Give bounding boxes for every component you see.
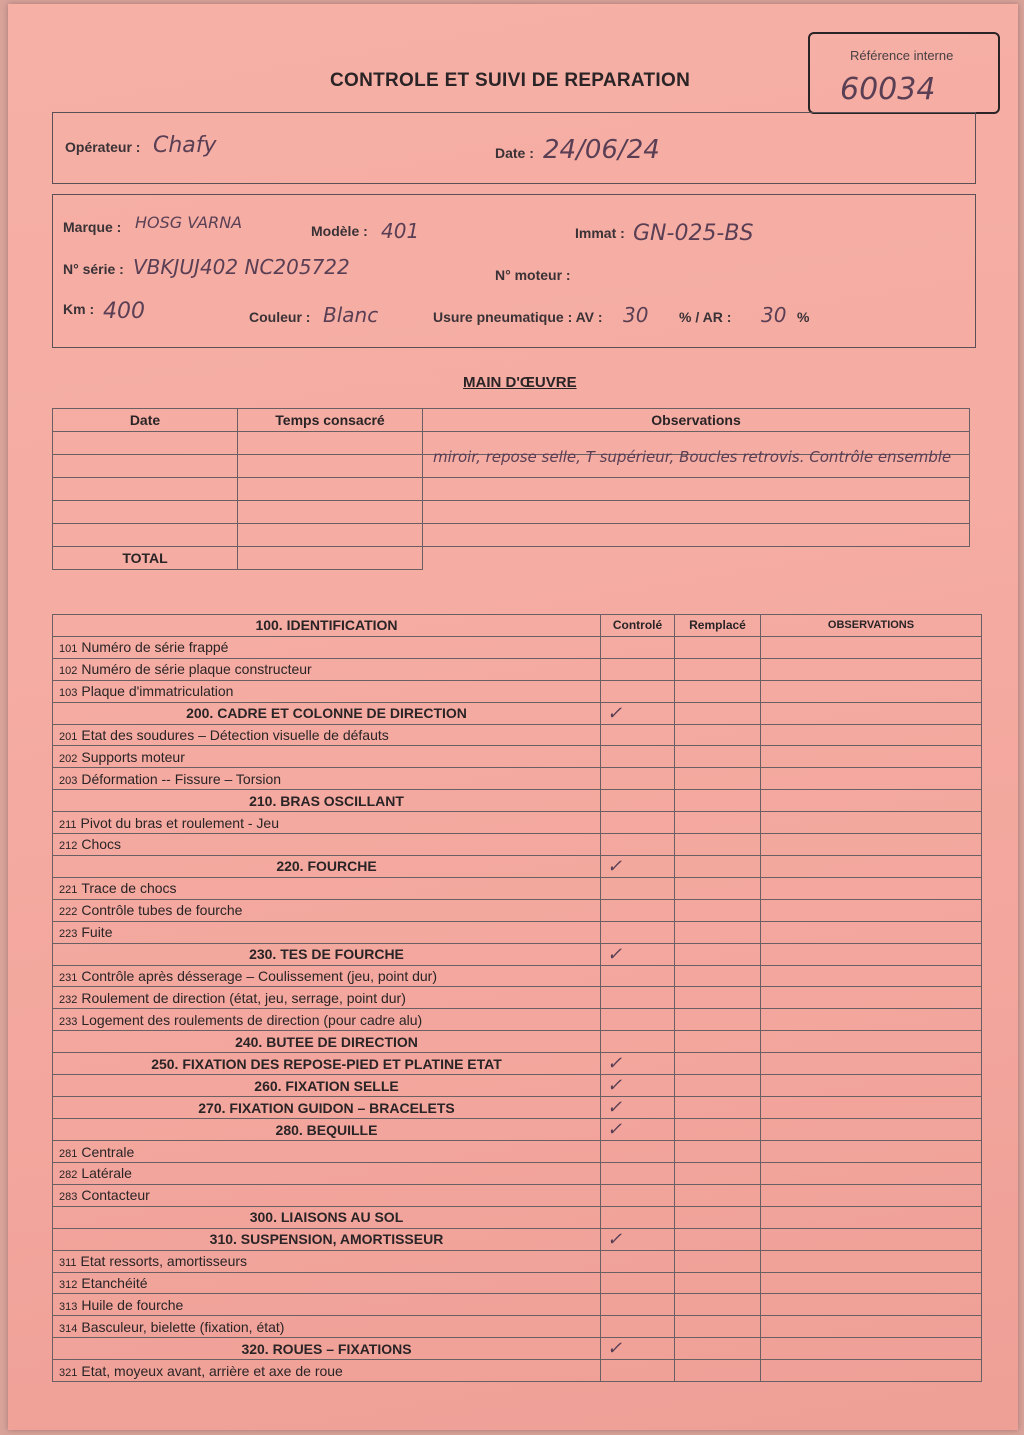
observation-cell[interactable]	[761, 1163, 982, 1185]
item-row	[53, 658, 982, 680]
item-row	[53, 812, 982, 834]
item-text: Supports moteur	[81, 748, 185, 765]
controle-checkbox[interactable]: ✓	[601, 943, 675, 965]
mo-cell[interactable]	[423, 478, 970, 501]
item-row	[53, 768, 982, 790]
immat-label: Immat :	[575, 225, 625, 241]
item-code: 211	[59, 818, 77, 831]
item-row	[53, 1009, 982, 1031]
observation-cell[interactable]	[761, 877, 982, 899]
controle-checkbox[interactable]	[601, 1316, 675, 1338]
observation-cell[interactable]	[761, 1119, 982, 1141]
observation-cell[interactable]	[761, 1272, 982, 1294]
item-text: Contacteur	[81, 1187, 150, 1204]
item-text: Déformation -- Fissure – Torsion	[81, 770, 282, 787]
observation-cell[interactable]	[761, 1206, 982, 1228]
col-observations: OBSERVATIONS	[761, 615, 982, 637]
total-cell[interactable]	[238, 547, 423, 570]
item-text: Pivot du bras et roulement - Jeu	[80, 814, 279, 831]
item-label	[53, 921, 601, 943]
controle-checkbox[interactable]	[601, 921, 675, 943]
moteur-label: N° moteur :	[495, 267, 571, 283]
remplace-checkbox[interactable]	[675, 1031, 761, 1053]
controle-checkbox[interactable]	[601, 899, 675, 921]
item-text: Trace de chocs	[81, 880, 177, 897]
remplace-checkbox[interactable]	[675, 768, 761, 790]
observation-cell[interactable]	[761, 1097, 982, 1119]
item-code: 103	[59, 687, 78, 700]
controle-checkbox[interactable]	[601, 1272, 675, 1294]
remplace-checkbox[interactable]	[675, 812, 761, 834]
remplace-checkbox[interactable]	[675, 1272, 761, 1294]
controle-checkbox[interactable]: ✓	[601, 1053, 675, 1075]
section-title: 270. FIXATION GUIDON – BRACELETS	[53, 1097, 601, 1119]
item-label	[53, 658, 601, 680]
observation-cell[interactable]	[761, 1360, 982, 1382]
mo-cell[interactable]	[238, 501, 423, 524]
section-title: 220. FOURCHE	[53, 855, 601, 877]
remplace-checkbox[interactable]	[675, 987, 761, 1009]
item-text: Centrale	[81, 1143, 135, 1160]
item-text: Latérale	[81, 1165, 132, 1182]
section-row	[53, 1097, 982, 1119]
controle-checkbox[interactable]	[601, 1141, 675, 1163]
observation-cell[interactable]	[761, 658, 982, 680]
observation-cell[interactable]	[761, 1228, 982, 1250]
observation-cell[interactable]	[761, 899, 982, 921]
item-label	[53, 1272, 601, 1294]
col-remplace: Remplacé	[675, 615, 761, 637]
item-label	[53, 680, 601, 702]
observation-cell[interactable]	[761, 1338, 982, 1360]
item-text: Chocs	[81, 836, 122, 853]
section-title: 250. FIXATION DES REPOSE-PIED ET PLATINE ETAT	[53, 1053, 601, 1075]
remplace-checkbox[interactable]	[675, 680, 761, 702]
controle-checkbox[interactable]	[601, 1184, 675, 1206]
observation-cell[interactable]	[761, 790, 982, 812]
section-title: 280. BEQUILLE	[53, 1119, 601, 1141]
section-row	[53, 1338, 982, 1360]
observation-cell[interactable]	[761, 1250, 982, 1272]
checklist-table	[52, 614, 982, 1382]
remplace-checkbox[interactable]	[675, 943, 761, 965]
controle-checkbox[interactable]	[601, 636, 675, 658]
observation-cell[interactable]	[761, 855, 982, 877]
item-text: Huile de fourche	[81, 1296, 184, 1313]
item-label	[53, 1009, 601, 1031]
section-row	[53, 790, 982, 812]
section-row	[53, 855, 982, 877]
item-row	[53, 636, 982, 658]
item-label	[53, 834, 601, 856]
observation-cell[interactable]	[761, 1141, 982, 1163]
km-value: 400	[103, 299, 145, 324]
section-row	[53, 1053, 982, 1075]
observation-cell[interactable]	[761, 680, 982, 702]
remplace-checkbox[interactable]	[675, 1075, 761, 1097]
controle-checkbox[interactable]: ✓	[601, 702, 675, 724]
controle-checkbox[interactable]	[601, 658, 675, 680]
section-row	[53, 702, 982, 724]
remplace-checkbox[interactable]	[675, 1360, 761, 1382]
item-code: 231	[59, 972, 78, 985]
controle-checkbox[interactable]	[601, 1009, 675, 1031]
main-oeuvre-title: MAIN D'ŒUVRE	[463, 374, 577, 391]
controle-checkbox[interactable]: ✓	[601, 855, 675, 877]
controle-checkbox[interactable]: ✓	[601, 1338, 675, 1360]
col-date: Date	[53, 409, 238, 432]
remplace-checkbox[interactable]	[675, 1316, 761, 1338]
mo-cell[interactable]	[53, 501, 238, 524]
section-title: 200. CADRE ET COLONNE DE DIRECTION	[53, 702, 601, 724]
operator-value: Chafy	[153, 133, 217, 158]
section-row	[53, 1206, 982, 1228]
controle-checkbox[interactable]: ✓	[601, 1097, 675, 1119]
item-label	[53, 965, 601, 987]
item-code: 203	[59, 774, 78, 787]
controle-checkbox[interactable]	[601, 768, 675, 790]
serie-value: VBKJUJ402 NC205722	[133, 255, 350, 279]
remplace-checkbox[interactable]	[675, 658, 761, 680]
controle-checkbox[interactable]	[601, 1206, 675, 1228]
item-row	[53, 834, 982, 856]
remplace-checkbox[interactable]	[675, 1097, 761, 1119]
section-row	[53, 1119, 982, 1141]
remplace-checkbox[interactable]	[675, 899, 761, 921]
item-text: Etat ressorts, amortisseurs	[80, 1253, 248, 1270]
item-text: Contrôle tubes de fourche	[81, 902, 243, 919]
observation-cell[interactable]	[761, 1184, 982, 1206]
vehicle-box	[52, 194, 976, 348]
date-label: Date :	[495, 145, 534, 161]
controle-checkbox[interactable]: ✓	[601, 1075, 675, 1097]
observation-cell[interactable]	[761, 1294, 982, 1316]
item-code: 232	[59, 993, 78, 1006]
observation-cell[interactable]	[761, 1009, 982, 1031]
controle-checkbox[interactable]	[601, 965, 675, 987]
observation-cell[interactable]	[761, 921, 982, 943]
observation-cell[interactable]	[761, 1075, 982, 1097]
controle-checkbox[interactable]	[601, 1250, 675, 1272]
operator-box	[52, 112, 976, 184]
remplace-checkbox[interactable]	[675, 1184, 761, 1206]
item-code: 201	[59, 731, 78, 743]
item-label	[53, 1163, 601, 1185]
reference-value: 60034	[840, 72, 936, 107]
main-oeuvre-table	[52, 408, 970, 570]
remplace-checkbox[interactable]	[675, 1338, 761, 1360]
item-code: 202	[59, 752, 78, 765]
section-title: 300. LIAISONS AU SOL	[53, 1206, 601, 1228]
mo-cell[interactable]	[238, 524, 423, 547]
item-row	[53, 1141, 982, 1163]
observation-cell[interactable]	[761, 746, 982, 768]
item-label	[53, 1141, 601, 1163]
item-text: Numéro de série frappé	[81, 639, 229, 656]
item-text: Contrôle après désserage – Coulissement (jeu, point dur)	[81, 968, 437, 985]
col-observations: Observations	[423, 409, 970, 432]
controle-checkbox[interactable]	[601, 1360, 675, 1382]
immat-value: GN-025-BS	[633, 221, 754, 246]
usure-label: Usure pneumatique : AV :	[433, 309, 603, 325]
item-text: Plaque d'immatriculation	[81, 683, 234, 700]
section-title: 210. BRAS OSCILLANT	[53, 790, 601, 812]
section-title: 310. SUSPENSION, AMORTISSEUR	[53, 1228, 601, 1250]
item-code: 313	[59, 1300, 78, 1313]
item-row	[53, 1316, 982, 1338]
item-row	[53, 987, 982, 1009]
controle-checkbox[interactable]	[601, 680, 675, 702]
item-code: 321	[59, 1366, 78, 1379]
remplace-checkbox[interactable]	[675, 746, 761, 768]
remplace-checkbox[interactable]	[675, 1009, 761, 1031]
date-value: 24/06/24	[543, 135, 660, 165]
item-row	[53, 899, 982, 921]
item-code: 311	[59, 1257, 77, 1270]
remplace-checkbox[interactable]	[675, 1141, 761, 1163]
item-label	[53, 877, 601, 899]
item-code: 282	[59, 1169, 78, 1182]
remplace-checkbox[interactable]	[675, 1053, 761, 1075]
item-row	[53, 877, 982, 899]
item-row	[53, 724, 982, 746]
mo-cell[interactable]	[238, 432, 423, 455]
item-label	[53, 1250, 601, 1272]
section-row	[53, 1075, 982, 1097]
item-code: 281	[59, 1147, 78, 1160]
section-row	[53, 615, 982, 637]
item-row	[53, 965, 982, 987]
item-text: Etat des soudures – Détection visuelle de défauts	[81, 727, 389, 743]
couleur-value: Blanc	[323, 303, 379, 327]
usure-percent: %	[797, 309, 810, 325]
controle-checkbox[interactable]	[601, 746, 675, 768]
form-title: CONTROLE ET SUIVI DE REPARATION	[330, 70, 691, 91]
controle-checkbox[interactable]	[601, 1031, 675, 1053]
modele-value: 401	[381, 219, 420, 243]
observation-cell[interactable]	[761, 812, 982, 834]
observation-cell[interactable]	[761, 768, 982, 790]
item-label	[53, 1360, 601, 1382]
observation-cell[interactable]	[761, 965, 982, 987]
item-text: Roulement de direction (état, jeu, serrage, point dur)	[81, 989, 406, 1006]
marque-label: Marque :	[63, 219, 122, 235]
item-label	[53, 987, 601, 1009]
remplace-checkbox[interactable]	[675, 965, 761, 987]
item-row	[53, 1272, 982, 1294]
remplace-checkbox[interactable]	[675, 1294, 761, 1316]
reference-box	[808, 32, 1000, 114]
item-row	[53, 1360, 982, 1382]
item-row	[53, 1184, 982, 1206]
mo-cell[interactable]	[53, 455, 238, 478]
reference-label: Référence interne	[850, 48, 954, 63]
usure-av-value: 30	[623, 303, 649, 327]
mo-cell[interactable]	[53, 478, 238, 501]
mo-cell[interactable]	[53, 432, 238, 455]
item-code: 101	[59, 643, 78, 656]
observation-cell[interactable]	[761, 834, 982, 856]
section-row	[53, 1228, 982, 1250]
observation-cell[interactable]	[761, 1031, 982, 1053]
observation-cell[interactable]	[761, 1053, 982, 1075]
couleur-label: Couleur :	[249, 309, 311, 325]
remplace-checkbox[interactable]	[675, 855, 761, 877]
controle-checkbox[interactable]	[601, 987, 675, 1009]
section-title: 240. BUTEE DE DIRECTION	[53, 1031, 601, 1053]
controle-checkbox[interactable]	[601, 790, 675, 812]
modele-label: Modèle :	[311, 223, 368, 239]
item-row	[53, 921, 982, 943]
item-label	[53, 812, 601, 834]
item-code: 221	[59, 884, 78, 897]
item-row	[53, 1163, 982, 1185]
operator-label: Opérateur :	[65, 139, 141, 155]
item-code: 102	[59, 665, 78, 678]
remplace-checkbox[interactable]	[675, 790, 761, 812]
marque-value: HOSG VARNA	[135, 213, 243, 232]
usure-separator: % / AR :	[679, 309, 732, 325]
item-text: Etanchéité	[81, 1275, 148, 1292]
observation-cell[interactable]	[761, 702, 982, 724]
observation-cell[interactable]	[761, 1316, 982, 1338]
section-title: 230. TES DE FOURCHE	[53, 943, 601, 965]
item-text: Etat, moyeux avant, arrière et axe de roue	[81, 1362, 343, 1379]
section-title: 260. FIXATION SELLE	[53, 1075, 601, 1097]
remplace-checkbox[interactable]	[675, 636, 761, 658]
item-label	[53, 1316, 601, 1338]
remplace-checkbox[interactable]	[675, 724, 761, 746]
section-title: 100. IDENTIFICATION	[53, 615, 601, 637]
item-code: 233	[59, 1015, 78, 1028]
item-text: Fuite	[81, 924, 113, 941]
item-text: Basculeur, bielette (fixation, état)	[81, 1318, 285, 1335]
item-code: 312	[59, 1279, 78, 1292]
remplace-checkbox[interactable]	[675, 921, 761, 943]
item-code: 283	[59, 1191, 78, 1204]
observations-handwriting: miroir, repose selle, T supérieur, Boucles retrovis. Contrôle ensemble	[433, 448, 952, 466]
form-sheet	[8, 4, 1018, 1430]
remplace-checkbox[interactable]	[675, 1228, 761, 1250]
item-text: Numéro de série plaque constructeur	[81, 661, 312, 678]
km-label: Km :	[63, 301, 95, 317]
item-label	[53, 636, 601, 658]
section-row	[53, 1031, 982, 1053]
item-label	[53, 724, 601, 746]
mo-cell[interactable]	[53, 524, 238, 547]
item-row	[53, 746, 982, 768]
controle-checkbox[interactable]	[601, 724, 675, 746]
item-row	[53, 1250, 982, 1272]
observation-cell[interactable]	[761, 943, 982, 965]
item-code: 314	[59, 1322, 78, 1335]
usure-ar-value: 30	[761, 303, 787, 327]
observation-cell[interactable]	[761, 636, 982, 658]
controle-checkbox[interactable]: ✓	[601, 1228, 675, 1250]
controle-checkbox[interactable]	[601, 877, 675, 899]
controle-checkbox[interactable]	[601, 812, 675, 834]
remplace-checkbox[interactable]	[675, 1206, 761, 1228]
remplace-checkbox[interactable]	[675, 1119, 761, 1141]
item-row	[53, 1294, 982, 1316]
observation-cell[interactable]	[761, 987, 982, 1009]
remplace-checkbox[interactable]	[675, 1163, 761, 1185]
item-label	[53, 1294, 601, 1316]
mo-cell[interactable]	[238, 478, 423, 501]
item-code: 223	[59, 928, 78, 941]
controle-checkbox[interactable]: ✓	[601, 1119, 675, 1141]
remplace-checkbox[interactable]	[675, 834, 761, 856]
serie-label: N° série :	[63, 261, 124, 277]
total-label: TOTAL	[53, 547, 238, 570]
mo-cell[interactable]	[423, 524, 970, 547]
item-label	[53, 746, 601, 768]
item-row	[53, 680, 982, 702]
observation-cell[interactable]	[761, 724, 982, 746]
remplace-checkbox[interactable]	[675, 702, 761, 724]
controle-checkbox[interactable]	[601, 834, 675, 856]
item-code: 212	[59, 840, 78, 853]
item-code: 222	[59, 906, 78, 919]
controle-checkbox[interactable]	[601, 1294, 675, 1316]
section-row	[53, 943, 982, 965]
mo-cell[interactable]	[238, 455, 423, 478]
mo-cell[interactable]	[423, 501, 970, 524]
item-label	[53, 899, 601, 921]
controle-checkbox[interactable]	[601, 1163, 675, 1185]
remplace-checkbox[interactable]	[675, 877, 761, 899]
remplace-checkbox[interactable]	[675, 1250, 761, 1272]
item-label	[53, 1184, 601, 1206]
item-label	[53, 768, 601, 790]
col-controle: Controlé	[601, 615, 675, 637]
item-text: Logement des roulements de direction (pour cadre alu)	[81, 1011, 423, 1028]
col-temps: Temps consacré	[238, 409, 423, 432]
section-title: 320. ROUES – FIXATIONS	[53, 1338, 601, 1360]
